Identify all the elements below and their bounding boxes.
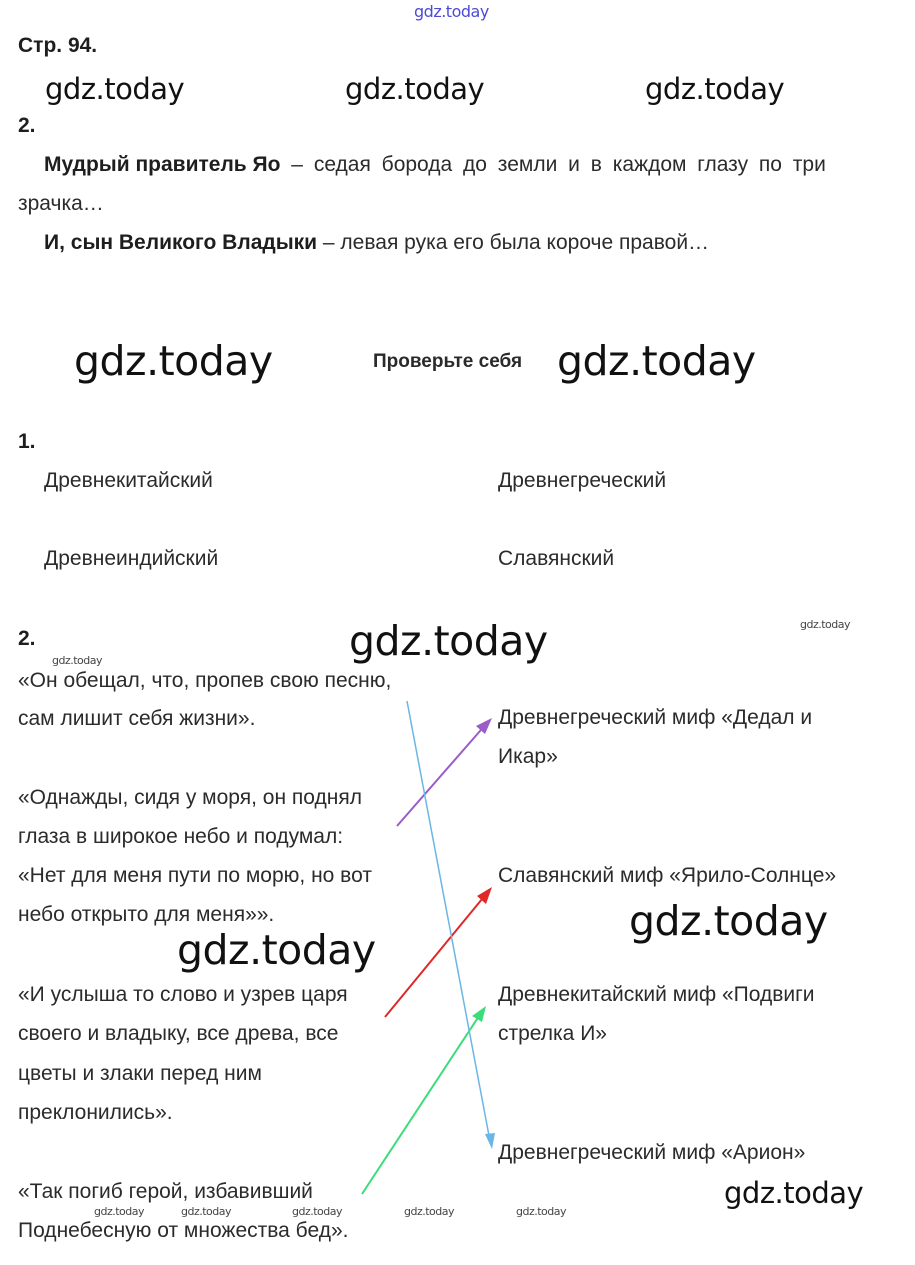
arrow-to-podvigi	[362, 1006, 486, 1194]
quote-line: глаза в широкое небо и подумал:	[18, 825, 344, 848]
quote-line: «И услыша то слово и узрев царя	[18, 983, 348, 1006]
watermark: gdz.today	[724, 1176, 864, 1210]
quote-line: «Он обещал, что, пропев свою песню,	[18, 669, 392, 692]
mythology-type: Славянский	[498, 547, 615, 570]
myth-title: Древнегреческий миф «Арион»	[498, 1141, 806, 1164]
watermark: gdz.today	[181, 1205, 232, 1218]
character-name: И, сын Великого Владыки	[44, 231, 318, 254]
myth-title: стрелка И»	[498, 1022, 607, 1045]
quote-line: преклонились».	[18, 1101, 173, 1124]
quote-line: «Нет для меня пути по морю, но вот	[18, 864, 372, 887]
watermark: gdz.today	[292, 1205, 343, 1218]
character-trait: – левая рука его была короче правой…	[317, 231, 710, 254]
watermark: gdz.today	[345, 72, 485, 106]
quote-line: цветы и злаки перед ним	[18, 1062, 262, 1085]
quote-line: Поднебесную от множества бед».	[18, 1219, 349, 1242]
watermark: gdz.today	[74, 337, 273, 385]
mythology-type: Древнеиндийский	[44, 547, 219, 570]
quote-line: «Так погиб герой, избавивший	[18, 1180, 313, 1203]
watermark: gdz.today	[52, 654, 103, 667]
watermark: gdz.today	[557, 337, 756, 385]
task-number: 2.	[18, 627, 36, 650]
watermark: gdz.today	[94, 1205, 145, 1218]
watermark: gdz.today	[45, 72, 185, 106]
page-label: Стр. 94.	[18, 34, 98, 57]
quote-line: небо открыто для меня»».	[18, 903, 275, 926]
character-description-1-cont: зрачка…	[18, 192, 104, 215]
watermark: gdz.today	[800, 618, 851, 631]
watermark: gdz.today	[629, 897, 828, 945]
watermark: gdz.today	[645, 72, 785, 106]
watermark: gdz.today	[404, 1205, 455, 1218]
myth-title: Икар»	[498, 745, 558, 768]
myth-title: Древнегреческий миф «Дедал и	[498, 706, 813, 729]
character-trait: – седая борода до земли и в каждом глазу по три	[280, 153, 826, 176]
mythology-type: Древнегреческий	[498, 469, 667, 492]
mythology-type: Древнекитайский	[44, 469, 213, 492]
watermark: gdz.today	[349, 617, 548, 665]
watermark-top: gdz.today	[414, 2, 489, 21]
myth-title: Славянский миф «Ярило-Солнце»	[498, 864, 837, 887]
arrow-to-yarilo	[385, 887, 492, 1017]
check-yourself-heading: Проверьте себя	[373, 351, 523, 372]
watermark: gdz.today	[516, 1205, 567, 1218]
character-name: Мудрый правитель Яо	[44, 153, 281, 176]
quote-line: «Однажды, сидя у моря, он поднял	[18, 786, 362, 809]
myth-title: Древнекитайский миф «Подвиги	[498, 983, 815, 1006]
arrow-to-dedal	[397, 718, 492, 826]
quote-line: сам лишит себя жизни».	[18, 707, 256, 730]
task-number: 1.	[18, 430, 36, 453]
section-number: 2.	[18, 114, 36, 137]
arrow-to-arion	[407, 701, 495, 1149]
watermark: gdz.today	[177, 926, 376, 974]
quote-line: своего и владыку, все древа, все	[18, 1022, 339, 1045]
